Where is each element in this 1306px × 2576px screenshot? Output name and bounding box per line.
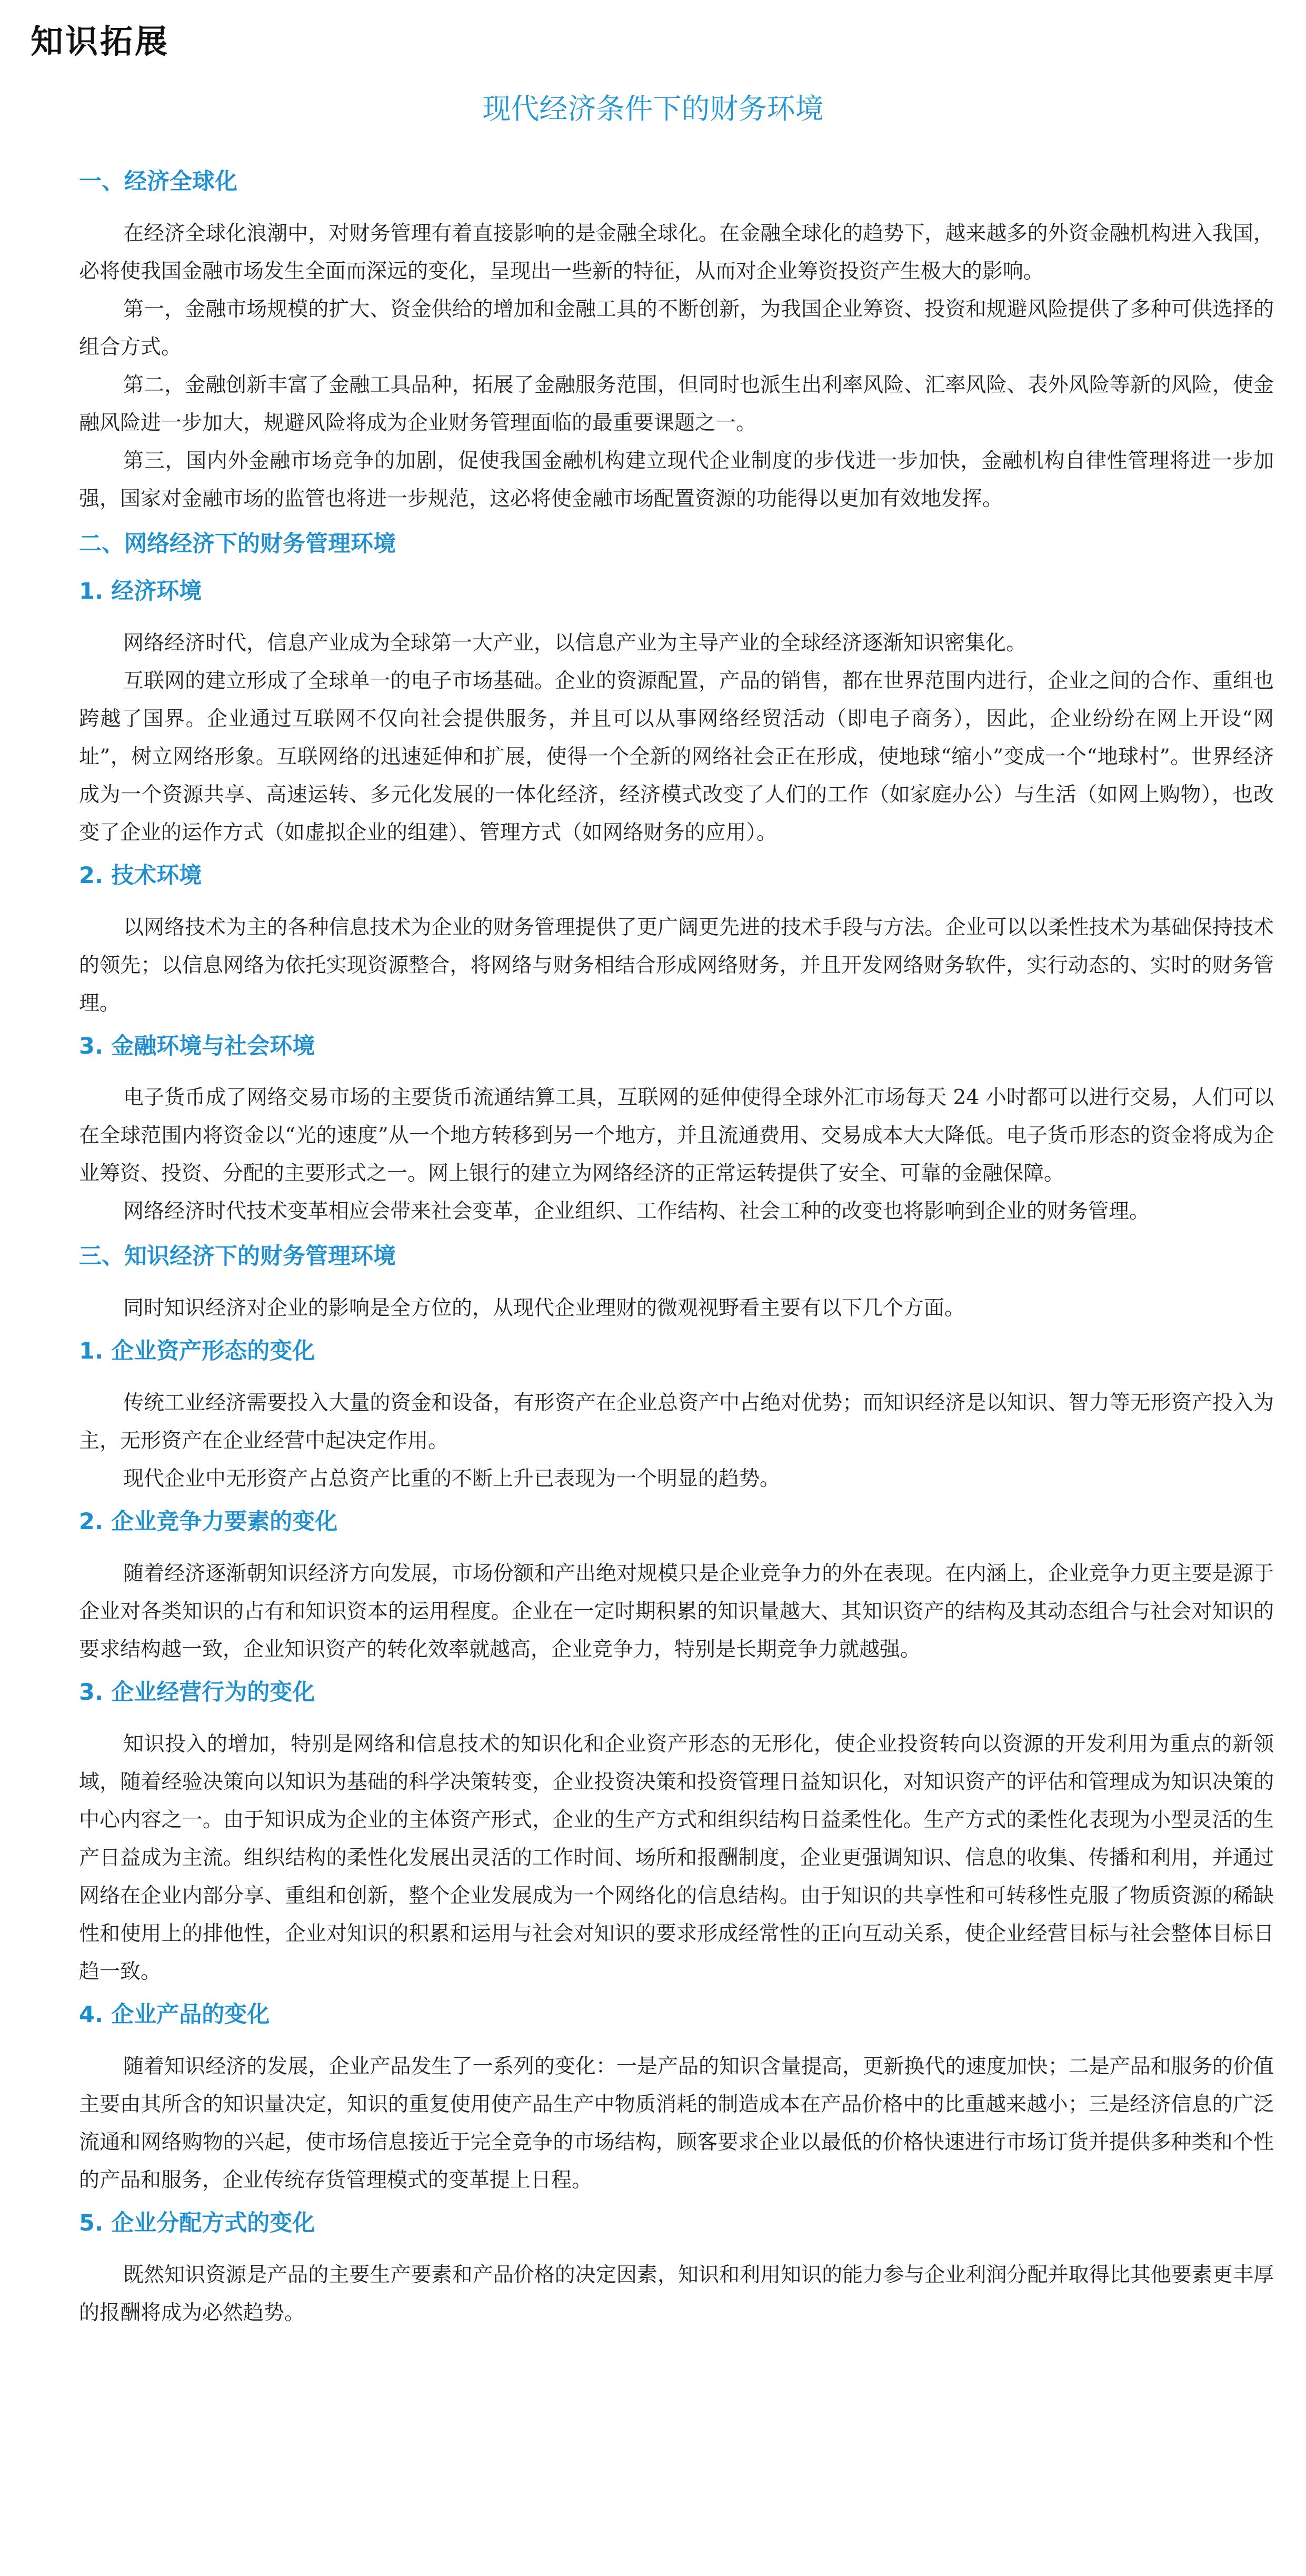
paragraph: 电子货币成了网络交易市场的主要货币流通结算工具，互联网的延伸使得全球外汇市场每天 24 小时都可以进行交易，人们可以在全球范围内将资金以“光的速度”从一个地方转移到另一个地方，并且流通费用、交易成本大大降低。电子货币形态的资金将成为企业筹资、投资、分配的主要形式之一。网上银行的建立为网络经济的正常运转提供了安全、可靠的金融保障。 xyxy=(79,1086,1274,1186)
subsection-heading-asset-form: 1. 企业资产形态的变化 xyxy=(79,1338,315,1365)
subsection-heading-products: 4. 企业产品的变化 xyxy=(79,2002,270,2028)
subsection-heading-tech-env: 2. 技术环境 xyxy=(79,862,202,889)
paragraph: 传统工业经济需要投入大量的资金和设备，有形资产在企业总资产中占绝对优势；而知识经济是以知识、智力等无形资产投入为主，无形资产在企业经营中起决定作用。 xyxy=(79,1391,1274,1453)
paragraph: 随着经济逐渐朝知识经济方向发展，市场份额和产出绝对规模只是企业竞争力的外在表现。在内涵上，企业竞争力更主要是源于企业对各类知识的占有和知识资本的运用程度。企业在一定时期积累的知识量越大、其知识资产的结构及其动态组合与社会对知识的要求结构越一致，企业知识资产的转化效率就越高，企业竞争力，特别是长期竞争力就越强。 xyxy=(79,1562,1274,1662)
paragraph: 互联网的建立形成了全球单一的电子市场基础。企业的资源配置，产品的销售，都在世界范围内进行，企业之间的合作、重组也跨越了国界。企业通过互联网不仅向社会提供服务，并且可以从事网络经贸活动（即电子商务），因此，企业纷纷在网上开设“网址”，树立网络形象。互联网络的迅速延伸和扩展，使得一个全新的网络社会正在形成，使地球“缩小”变成一个“地球村”。世界经济成为一个资源共享、高速运转、多元化发展的一体化经济，经济模式改变了人们的工作（如家庭办公）与生活（如网上购物），也改变了企业的运作方式（如虚拟企业的组建）、管理方式（如网络财务的应用）。 xyxy=(79,669,1274,845)
section-heading-network-economy: 二、网络经济下的财务管理环境 xyxy=(79,530,396,557)
paragraph: 知识投入的增加，特别是网络和信息技术的知识化和企业资产形态的无形化，使企业投资转向以资源的开发利用为重点的新领域，随着经验决策向以知识为基础的科学决策转变，企业投资决策和投资管理日益知识化，对知识资产的评估和管理成为知识决策的中心内容之一。由于知识成为企业的主体资产形式，企业的生产方式和组织结构日益柔性化。生产方式的柔性化表现为小型灵活的生产日益成为主流。组织结构的柔性化发展出灵活的工作时间、场所和报酬制度，企业更强调知识、信息的收集、传播和利用，并通过网络在企业内部分享、重组和创新，整个企业发展成为一个网络化的信息结构。由于知识的共享性和可转移性克服了物质资源的稀缺性和使用上的排他性，企业对知识的积累和运用与社会对知识的要求形成经常性的正向互动关系，使企业经营目标与社会整体目标日趋一致。 xyxy=(79,1732,1274,1984)
paragraph: 随着知识经济的发展，企业产品发生了一系列的变化：一是产品的知识含量提高，更新换代的速度加快；二是产品和服务的价值主要由其所含的知识量决定，知识的重复使用使产品生产中物质消耗的制造成本在产品价格中的比重越来越小；三是经济信息的广泛流通和网络购物的兴起，使市场信息接近于完全竞争的市场结构，顾客要求企业以最低的价格快速进行市场订货并提供多种类和个性的产品和服务，企业传统存货管理模式的变革提上日程。 xyxy=(79,2054,1274,2192)
paragraph: 第一，金融市场规模的扩大、资金供给的增加和金融工具的不断创新，为我国企业筹资、投资和规避风险提供了多种可供选择的组合方式。 xyxy=(79,297,1274,359)
section-heading-knowledge-economy: 三、知识经济下的财务管理环境 xyxy=(79,1243,396,1270)
paragraph: 网络经济时代技术变革相应会带来社会变革，企业组织、工作结构、社会工种的改变也将影响到企业的财务管理。 xyxy=(123,1200,1150,1224)
corner-title: 知识拓展 xyxy=(31,22,170,61)
section-heading-globalization: 一、经济全球化 xyxy=(79,169,237,195)
paragraph: 网络经济时代，信息产业成为全球第一大产业，以信息产业为主导产业的全球经济逐渐知识密集化。 xyxy=(123,631,1027,655)
paragraph: 在经济全球化浪潮中，对财务管理有着直接影响的是金融全球化。在金融全球化的趋势下，越来越多的外资金融机构进入我国，必将使我国金融市场发生全面而深远的变化，呈现出一些新的特征，从而对企业筹资投资产生极大的影响。 xyxy=(79,221,1274,283)
subsection-heading-distribution: 5. 企业分配方式的变化 xyxy=(79,2210,315,2236)
section-intro: 同时知识经济对企业的影响是全方位的，从现代企业理财的微观视野看主要有以下几个方面。 xyxy=(123,1296,965,1321)
document-body xyxy=(79,167,1274,2332)
subsection-heading-economic-env: 1. 经济环境 xyxy=(79,578,202,605)
paragraph: 既然知识资源是产品的主要生产要素和产品价格的决定因素，知识和利用知识的能力参与企业利润分配并取得比其他要素更丰厚的报酬将成为必然趋势。 xyxy=(79,2263,1274,2325)
subsection-heading-operating-behavior: 3. 企业经营行为的变化 xyxy=(79,1679,315,1706)
paragraph: 第三，国内外金融市场竞争的加剧，促使我国金融机构建立现代企业制度的步伐进一步加快，金融机构自律性管理将进一步加强，国家对金融市场的监管也将进一步规范，这必将使金融市场配置资源的功能得以更加有效地发挥。 xyxy=(79,449,1274,511)
paragraph: 以网络技术为主的各种信息技术为企业的财务管理提供了更广阔更先进的技术手段与方法。企业可以以柔性技术为基础保持技术的领先；以信息网络为依托实现资源整合，将网络与财务相结合形成网络财务，并且开发网络财务软件，实行动态的、实时的财务管理。 xyxy=(79,915,1274,1015)
paragraph: 现代企业中无形资产占总资产比重的不断上升已表现为一个明显的趋势。 xyxy=(123,1467,781,1491)
paragraph: 第二，金融创新丰富了金融工具品种，拓展了金融服务范围，但同时也派生出利率风险、汇率风险、表外风险等新的风险，使金融风险进一步加大，规避风险将成为企业财务管理面临的最重要课题之一。 xyxy=(79,373,1274,435)
subsection-heading-competitiveness: 2. 企业竞争力要素的变化 xyxy=(79,1509,338,1535)
subsection-heading-finance-social-env: 3. 金融环境与社会环境 xyxy=(79,1033,315,1059)
document-title: 现代经济条件下的财务环境 xyxy=(482,92,824,125)
